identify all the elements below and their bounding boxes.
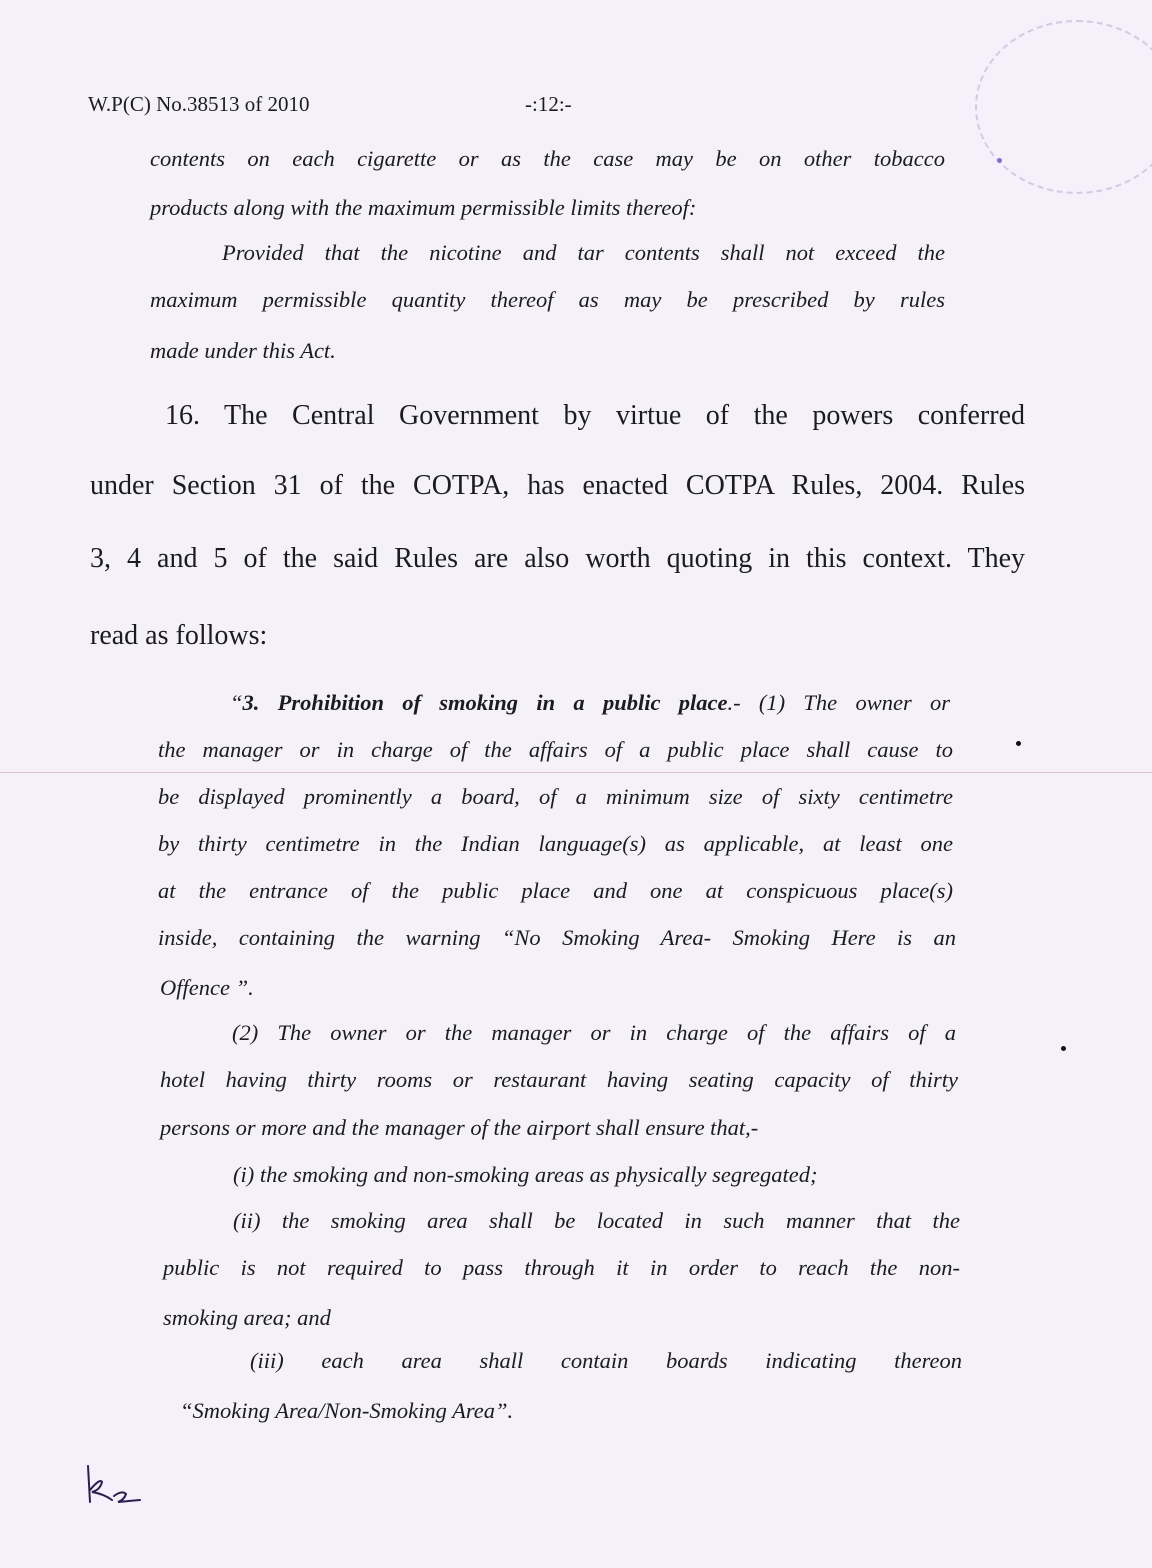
rule-clause: (i) the smoking and non-smoking areas as physically segregated;: [233, 1162, 818, 1187]
paragraph-line: 16. The Central Government by virtue of the powers conferred: [165, 400, 1025, 431]
rule-text: .- (1) The owner or: [727, 690, 950, 715]
scan-speck: [1061, 1046, 1066, 1051]
rule-clause: (ii) the smoking area shall be located in such manner that the: [233, 1208, 960, 1233]
scan-speck: [997, 158, 1002, 163]
rule-line: be displayed prominently a board, of a minimum size of sixty centimetre: [158, 784, 953, 809]
rule-line: Offence ”.: [160, 975, 254, 1000]
paragraph-line: under Section 31 of the COTPA, has enacted COTPA Rules, 2004. Rules: [90, 470, 1025, 501]
rule-line: at the entrance of the public place and one at conspicuous place(s): [158, 878, 953, 903]
page-number: -:12:-: [525, 92, 572, 116]
rule-line: by thirty centimetre in the Indian language(s) as applicable, at least one: [158, 831, 953, 856]
rule-clause: “Smoking Area/Non-Smoking Area”.: [180, 1398, 514, 1423]
rule-line: the manager or in charge of the affairs of a public place shall cause to: [158, 737, 953, 762]
rule-line: hotel having thirty rooms or restaurant having seating capacity of thirty: [160, 1067, 958, 1092]
rule-clause: public is not required to pass through it in order to reach the non-: [163, 1255, 960, 1280]
quote-line: made under this Act.: [150, 338, 336, 363]
quote-line: Provided that the nicotine and tar contents shall not exceed the: [222, 240, 945, 265]
open-quote: “: [230, 690, 243, 715]
rule-heading-line: [230, 690, 950, 716]
quote-line: contents on each cigarette or as the case may be on other tobacco: [150, 146, 945, 171]
handwritten-initials: [78, 1462, 148, 1512]
quote-line: products along with the maximum permissible limits thereof:: [150, 195, 697, 220]
scan-fold-line: [0, 772, 1152, 773]
case-number: W.P(C) No.38513 of 2010: [88, 92, 310, 116]
rule-heading: 3. Prohibition of smoking in a public place: [242, 690, 728, 715]
quote-line: maximum permissible quantity thereof as may be prescribed by rules: [150, 287, 945, 312]
paragraph-line: read as follows:: [90, 620, 268, 651]
rule-line: inside, containing the warning “No Smoking Area- Smoking Here is an: [158, 925, 956, 950]
rule-clause: smoking area; and: [163, 1305, 331, 1330]
scan-speck: [1016, 741, 1021, 746]
rule-line: (2) The owner or the manager or in charge of the affairs of a: [232, 1020, 956, 1045]
court-stamp: [975, 20, 1152, 194]
paragraph-line: 3, 4 and 5 of the said Rules are also worth quoting in this context. They: [90, 543, 1025, 574]
rule-line: persons or more and the manager of the airport shall ensure that,-: [160, 1115, 759, 1140]
rule-clause: (iii) each area shall contain boards indicating thereon: [250, 1348, 962, 1373]
